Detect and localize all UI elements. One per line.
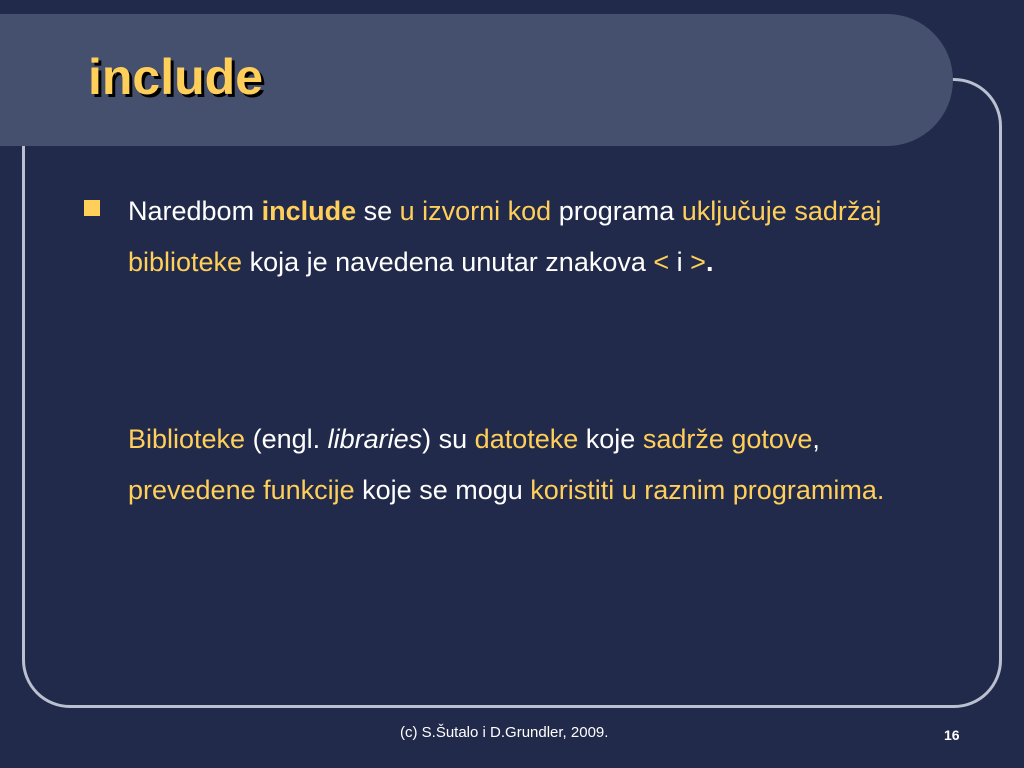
- text-run: koje se mogu: [354, 475, 531, 505]
- text-run: koja je navedena unutar znakova: [242, 247, 654, 277]
- paragraph-include: [128, 186, 928, 288]
- highlight-text: datoteke: [474, 424, 579, 454]
- text-run: ) su: [422, 424, 475, 454]
- text-run: (engl.: [245, 424, 328, 454]
- highlight-text: Biblioteke: [128, 424, 246, 454]
- footer-copyright: (c) S.Šutalo i D.Grundler, 2009.: [400, 724, 609, 741]
- text-run: ,: [812, 424, 820, 454]
- keyword-include: include: [261, 196, 357, 226]
- text-run: .: [705, 247, 714, 277]
- highlight-text: uključuje sadržaj biblioteke: [128, 196, 882, 277]
- paragraph-libraries: [128, 414, 928, 516]
- square-bullet-icon: [84, 200, 100, 216]
- highlight-text: sadrže gotove: [642, 424, 813, 454]
- content-frame: [22, 78, 1002, 708]
- highlight-text: u izvorni kod: [399, 196, 552, 226]
- text-run: Naredbom: [128, 196, 262, 226]
- italic-text: libraries: [327, 424, 423, 454]
- page-number: 16: [944, 727, 960, 743]
- greater-than-symbol: >: [690, 247, 706, 277]
- highlight-text: prevedene funkcije: [128, 475, 355, 505]
- text-run: koje: [578, 424, 643, 454]
- text-run: se: [356, 196, 400, 226]
- highlight-text: koristiti u raznim programima.: [530, 475, 885, 505]
- less-than-symbol: <: [653, 247, 670, 277]
- slide-title: include: [88, 49, 264, 105]
- text-run: programa: [551, 196, 682, 226]
- text-run: i: [669, 247, 691, 277]
